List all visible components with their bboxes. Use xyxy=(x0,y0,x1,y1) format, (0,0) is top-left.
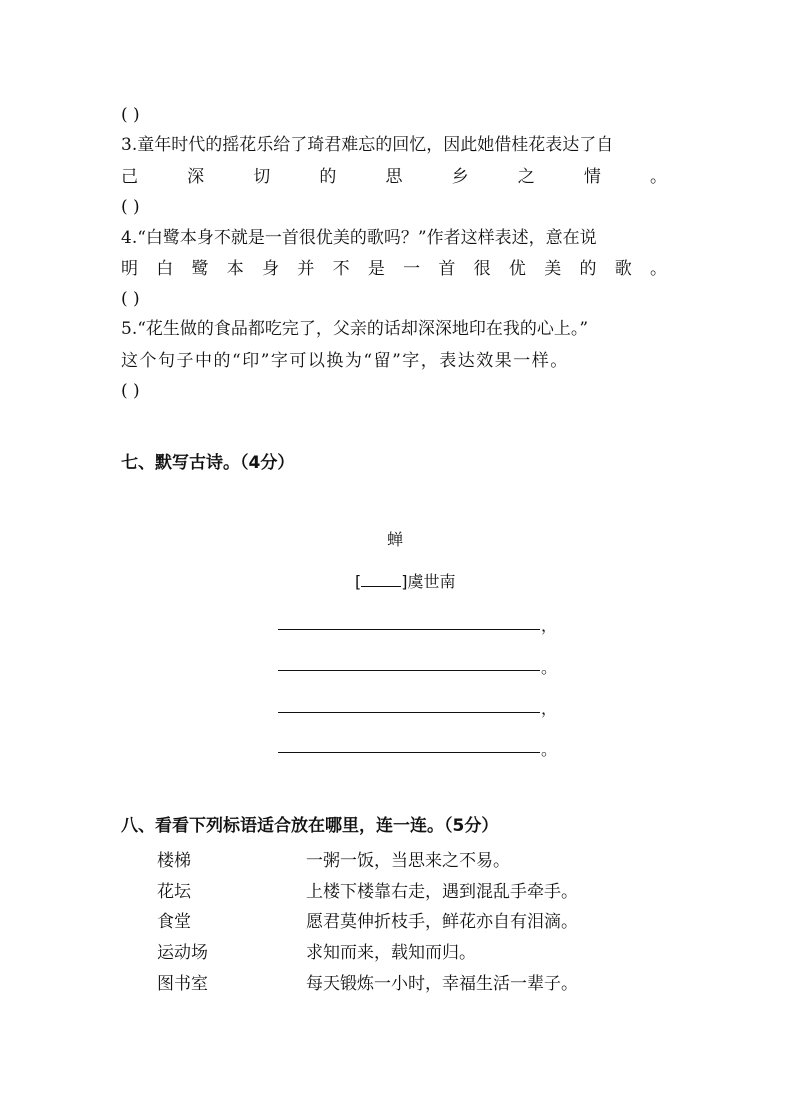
justified-char: 本 xyxy=(226,259,244,279)
poem-line-blank-2[interactable] xyxy=(278,670,540,671)
poem-line-blank-4[interactable] xyxy=(278,752,540,753)
section-7-heading: 七、默写古诗。（4分） xyxy=(121,453,295,473)
justified-char: 思 xyxy=(385,167,403,187)
slogan-item[interactable]: 一粥一饭，当思来之不易。 xyxy=(306,851,510,871)
justified-char: 并 xyxy=(297,259,315,279)
justified-char: 之 xyxy=(517,167,535,187)
poem-punct-2: 。 xyxy=(541,658,558,677)
justified-char: 的 xyxy=(319,167,337,187)
poem-punct-3: ， xyxy=(541,699,558,718)
justified-char: 乡 xyxy=(451,167,469,187)
justified-char: 鹭 xyxy=(191,259,209,279)
justified-char: 己 xyxy=(121,167,138,187)
justified-char: 。 xyxy=(650,167,667,187)
place-item[interactable]: 运动场 xyxy=(157,943,208,963)
justified-char: 切 xyxy=(253,167,271,187)
place-item[interactable]: 楼梯 xyxy=(157,851,191,871)
answer-paren[interactable]: ( ) xyxy=(121,289,140,309)
poem-author xyxy=(355,569,456,592)
slogan-item[interactable]: 求知而来，载知而归。 xyxy=(306,943,476,963)
slogan-item[interactable]: 愿君莫伸折枝手，鲜花亦自有泪滴。 xyxy=(306,912,578,932)
justified-char: 情 xyxy=(583,167,601,187)
poem-title: 蝉 xyxy=(386,530,403,549)
slogan-item[interactable]: 每天锻炼一小时，幸福生活一辈子。 xyxy=(306,974,578,994)
justified-char: 。 xyxy=(649,259,667,279)
justified-char: 是 xyxy=(367,259,385,279)
slogan-item[interactable]: 上楼下楼靠右走，遇到混乱手牵手。 xyxy=(306,882,578,902)
place-item[interactable]: 花坛 xyxy=(157,882,191,902)
poem-punct-4: 。 xyxy=(541,740,558,759)
question-5-text: 5.“花生做的食品都吃完了，父亲的话却深深地印在我的心上。” xyxy=(121,319,589,339)
justified-char: 首 xyxy=(438,259,456,279)
justified-char: 一 xyxy=(403,259,421,279)
question-4-text-line2 xyxy=(121,258,667,280)
justified-char: 美 xyxy=(544,259,562,279)
justified-char: 优 xyxy=(508,259,526,279)
poem-punct-1: ， xyxy=(541,616,558,635)
question-5-text-line2: 这个句子中的“印”字可以换为“留”字，表达效果一样。 xyxy=(121,351,569,371)
justified-char: 明 xyxy=(121,259,138,279)
question-3-text-line2 xyxy=(121,166,667,188)
justified-char: 深 xyxy=(187,167,205,187)
answer-paren[interactable]: ( ) xyxy=(121,197,140,217)
author-name: ]虞世南 xyxy=(401,572,456,591)
justified-char: 不 xyxy=(332,259,350,279)
question-4-text: 4.“白鹭本身不就是一首很优美的歌吗？”作者这样表述，意在说 xyxy=(121,228,597,248)
answer-paren[interactable]: ( ) xyxy=(121,105,140,125)
place-item[interactable]: 食堂 xyxy=(157,912,191,932)
poem-line-blank-3[interactable] xyxy=(278,712,540,713)
author-bracket-open: [ xyxy=(355,572,362,591)
justified-char: 很 xyxy=(473,259,491,279)
dynasty-blank[interactable] xyxy=(361,572,401,587)
section-8-heading: 八、看看下列标语适合放在哪里，连一连。（5分） xyxy=(121,816,499,836)
justified-char: 白 xyxy=(156,259,174,279)
answer-paren[interactable]: ( ) xyxy=(121,381,140,401)
poem-line-blank-1[interactable] xyxy=(278,629,540,630)
justified-char: 歌 xyxy=(614,259,632,279)
place-item[interactable]: 图书室 xyxy=(157,974,208,994)
justified-char: 的 xyxy=(579,259,597,279)
justified-char: 身 xyxy=(262,259,280,279)
question-3-text: 3.童年时代的摇花乐给了琦君难忘的回忆，因此她借桂花表达了自 xyxy=(121,135,614,155)
